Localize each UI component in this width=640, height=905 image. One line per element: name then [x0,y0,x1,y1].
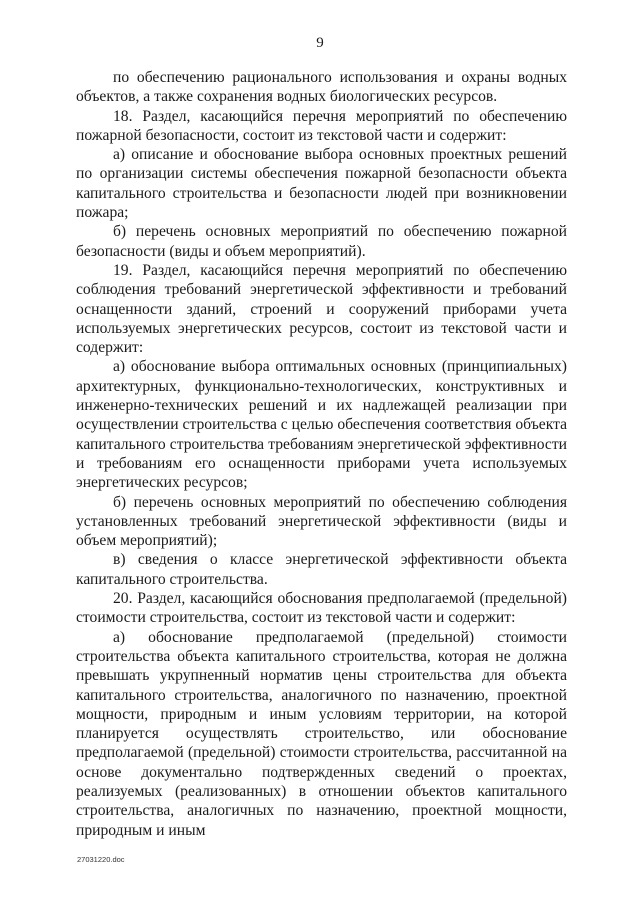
paragraph-19b: б) перечень основных мероприятий по обеспечению соблюдения установленных требований энергетической эффективности (виды и объем мероприятий); [76,493,567,550]
paragraph-19a: а) обоснование выбора оптимальных основных (принципиальных) архитектурных, функционально-технологических, конструктивных и инженерно-технических решений и их надлежащей реализации при осуществлении строительства с целью обеспечения соответствия объекта капитального строительства требованиям энергетической эффективности и требованиям его оснащенности приборами учета используемых энергетических ресурсов; [76,358,567,492]
paragraph-continuation: по обеспечению рационального использования и охраны водных объектов, а также сохранения водных биологических ресурсов. [76,69,567,106]
document-body [76,68,567,840]
paragraph-20a: а) обоснование предполагаемой (предельной) стоимости строительства объекта капитального строительства, которая не должна превышать укрупненный норматив цены строительства для объекта капитального строительства, аналогичного по назначению, проектной мощности, природным и иным условиям территории, на которой планируется осуществлять строительство, или обоснование предполагаемой (предельной) стоимости строительства, рассчитанной на основе документально подтвержденных сведений о проектах, реализуемых (реализованных) в отношении объектов капитального строительства, аналогичных по назначению, проектной мощности, природным и иным [76,628,567,839]
page-number: 9 [316,35,324,51]
footer-filename: 27031220.doc [77,855,125,864]
paragraph-18a: а) описание и обоснование выбора основных проектных решений по организации системы обеспечения пожарной безопасности объекта капитального строительства и безопасности людей при возникновении пожара; [76,146,567,222]
paragraph-section-19: 19. Раздел, касающийся перечня мероприятий по обеспечению соблюдения требований энергетической эффективности и требований оснащенности зданий, строений и сооружений приборами учета используемых энергетических ресурсов, состоит из текстовой части и содержит: [76,261,567,357]
paragraph-18b: б) перечень основных мероприятий по обеспечению пожарной безопасности (виды и объем мероприятий). [76,223,567,260]
paragraph-section-20: 20. Раздел, касающийся обоснования предполагаемой (предельной) стоимости строительства, состоит из текстовой части и содержит: [76,590,567,627]
paragraph-section-18: 18. Раздел, касающийся перечня мероприятий по обеспечению пожарной безопасности, состоит из текстовой части и содержит: [76,107,567,144]
paragraph-19c: в) сведения о классе энергетической эффективности объекта капитального строительства. [76,551,567,588]
